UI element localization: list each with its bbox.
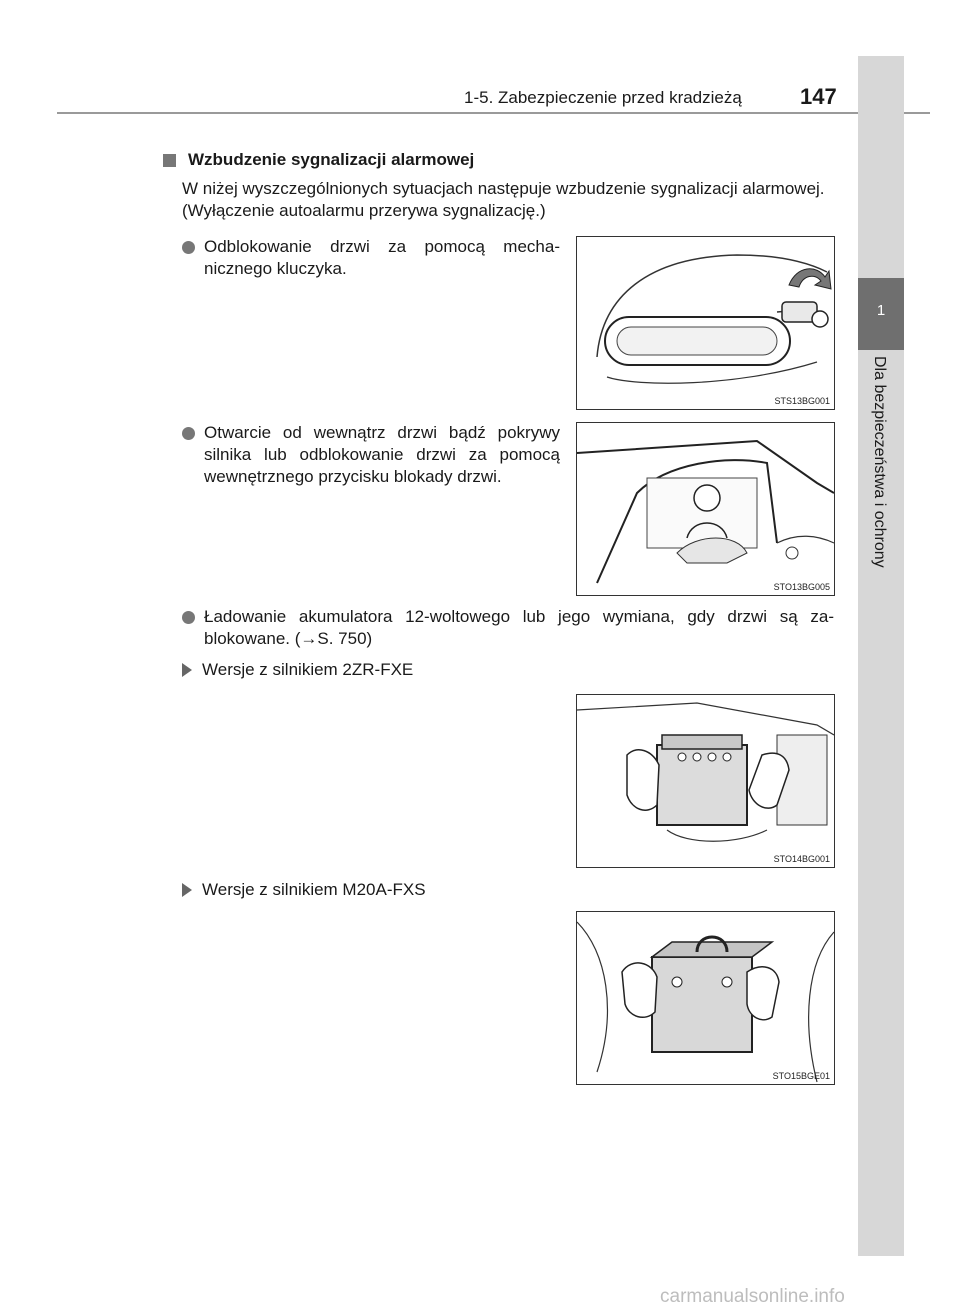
car-door-drawing (577, 423, 834, 595)
page-number: 147 (800, 84, 837, 109)
section-title: 1-5. Zabezpieczenie przed kradzieżą (464, 88, 742, 107)
bullet-dot-icon (182, 241, 195, 254)
car-interior-door-illustration (576, 422, 835, 596)
bullet-item-battery (182, 606, 834, 650)
intro-text: W niżej wyszczególnionych sytuacjach następuje wzbudzenie sygnalizacji alarmowej. (182, 179, 825, 198)
watermark: carmanualsonline.info (660, 1286, 845, 1307)
battery-2zr-fxe-illustration (576, 694, 835, 868)
image-code: STO14BG001 (773, 854, 830, 864)
battery-m20a-fxs-illustration (576, 911, 835, 1085)
header-rule (57, 112, 930, 114)
intro-paragraph (182, 178, 834, 222)
bullet-item-key-unlock (182, 236, 560, 280)
heading-text: Wzbudzenie sygnalizacji alarmowej (188, 150, 475, 169)
bullet-dot-icon (182, 611, 195, 624)
battery-drawing (577, 695, 834, 867)
battery-drawing (577, 912, 834, 1084)
chapter-title: Dla bezpieczeństwa i ochrony (871, 356, 888, 568)
bullet-text: Otwarcie od wewnątrz drzwi bądź pokrywy silnika lub odblokowanie drzwi za pomocą wewnętrznego przycisku blokady drzwi. (204, 423, 560, 486)
image-code: STO15BGE01 (772, 1071, 830, 1081)
chapter-side-tab (858, 56, 904, 1256)
chapter-number: 1 (876, 302, 886, 319)
sub-item-2zr-fxe (182, 660, 413, 680)
arrow-bullet-icon (182, 663, 192, 677)
door-handle-key-illustration (576, 236, 835, 410)
square-bullet-icon (163, 154, 176, 167)
arrow-bullet-icon (182, 883, 192, 897)
sub-item-m20a-fxs (182, 880, 426, 900)
subsection-heading (163, 150, 474, 170)
sub-item-text: Wersje z silnikiem 2ZR-FXE (202, 660, 414, 679)
image-code: STS13BG001 (774, 396, 830, 406)
bullet-text: Ładowanie akumulatora 12-woltowego lub jego wymiana, gdy drzwi są za-blokowane. (→S. 750) (204, 607, 834, 648)
intro-note: (Wyłączenie autoalarmu przerywa sygnalizację.) (182, 201, 546, 220)
chapter-number-box (858, 278, 904, 350)
bullet-item-interior-unlock (182, 422, 560, 488)
chapter-title-container (870, 356, 900, 616)
bullet-dot-icon (182, 427, 195, 440)
sub-item-text: Wersje z silnikiem M20A-FXS (202, 880, 426, 899)
bullet-text: Odblokowanie drzwi za pomocą mecha-nicznego kluczyka. (204, 237, 560, 278)
image-code: STO13BG005 (773, 582, 830, 592)
door-handle-key-drawing (577, 237, 834, 409)
